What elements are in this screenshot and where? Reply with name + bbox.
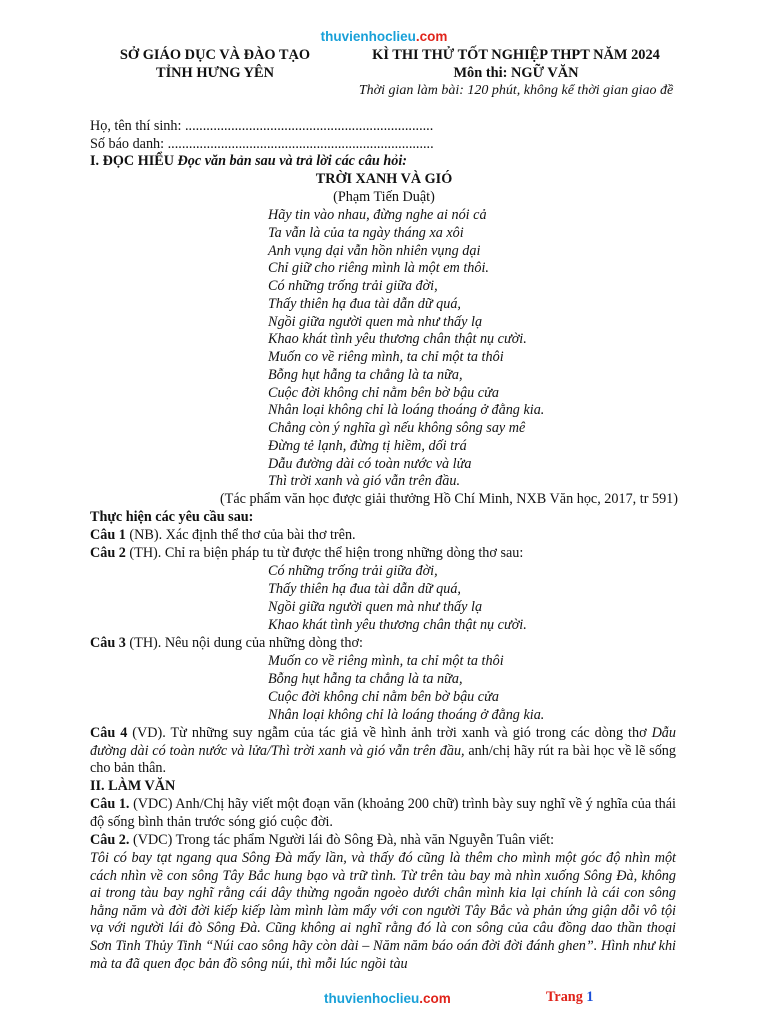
poem-line: Thì trời xanh và gió vẫn trên đầu. — [268, 473, 460, 489]
tasks-heading: Thực hiện các yêu cầu sau: — [90, 509, 254, 525]
brand-domain: .com — [415, 29, 448, 44]
question-1 — [90, 527, 356, 545]
brand-domain: .com — [419, 991, 451, 1006]
question-text: (TH). Chỉ ra biện pháp tu từ được thể hiện trong những dòng thơ sau: — [125, 545, 524, 561]
question-text: (NB). Xác định thể thơ của bài thơ trên. — [125, 527, 356, 543]
essay-question-1 — [90, 796, 676, 831]
poem-line: Ta vẫn là của ta ngày tháng xa xôi — [268, 225, 464, 241]
exam-subject: Môn thi: NGỮ VĂN — [453, 65, 579, 81]
page-number — [546, 989, 593, 1007]
section-1-heading — [90, 153, 407, 171]
department-name: SỞ GIÁO DỤC VÀ ĐÀO TẠO — [119, 47, 311, 63]
poem-line: Chẳng còn ý nghĩa gì nếu không sông say mê — [268, 420, 526, 436]
site-brand-footer — [324, 990, 451, 1008]
quoted-line: Thấy thiên hạ đua tài dẫn dữ quá, — [268, 581, 461, 597]
poem-line: Khao khát tình yêu thương chân thật nụ cười. — [268, 331, 527, 347]
poem-source: (Tác phẩm văn học được giải thưởng Hồ Chí Minh, NXB Văn học, 2017, tr 591) — [219, 491, 678, 507]
question-text: anh/chị hãy rút ra bài học về lẽ sống cho bản thân. — [90, 742, 676, 777]
poem-author: (Phạm Tiến Duật) — [333, 189, 435, 205]
section-1-label: I. ĐỌC HIỂU — [90, 153, 174, 169]
brand-name: thuvienhoclieu — [320, 29, 416, 44]
question-label: Câu 2 — [90, 545, 126, 561]
poem-line: Chỉ giữ cho riêng mình là một em thôi. — [268, 260, 489, 276]
quoted-line: Ngồi giữa người quen mà như thấy lạ — [268, 599, 483, 615]
page-number-label: Trang 1 — [546, 989, 594, 1005]
quoted-line: Muốn co về riêng mình, ta chỉ một ta thôi — [268, 653, 504, 669]
exam-duration: Thời gian làm bài: 120 phút, không kể thời gian giao đề — [358, 83, 674, 98]
brand-name: thuvienhoclieu — [324, 991, 420, 1006]
essay-quote: Tôi có bay tạt ngang qua Sông Đà mấy lần, và thấy đó cũng là thêm cho mình một góc độ nhìn một cách nhìn về con sông Tây Bắc hung bạo và trữ tình. Từ trên tàu bay mà nhìn xuống Sông Đà, không ai trong tàu bay nghĩ rằng cái dây thừng ngoằn ngoèo dưới chân mình kia lại chính là cái con sông hằng năm và đời đời kiếp kiếp làm mình làm mẩy với con người Tây Bắc và phản ứng giận dỗi vô tội vạ với người lái đò Sông Đà. Cũng không ai nghĩ rằng đó là con sông của câu đồng dao thần thoại Sơn Tinh Thủy Tinh “Núi cao sông hãy còn dài – Năm năm báo oán đời đời đánh ghen”. Hình như khi mà ta đã quen đọc bản đồ sông núi, thì mỗi lúc ngồi tàu — [90, 850, 676, 972]
poem-line: Anh vụng dại vẫn hồn nhiên vụng dại — [268, 243, 481, 259]
poem-line: Cuộc đời không chỉ nằm bên bờ bậu cửa — [268, 385, 499, 401]
poem-line: Đừng tẻ lạnh, đừng tị hiềm, dối trá — [268, 438, 467, 454]
poem-line: Muốn co về riêng mình, ta chỉ một ta thôi — [268, 349, 504, 365]
poem-line: Thấy thiên hạ đua tài dẫn dữ quá, — [268, 296, 461, 312]
quoted-line: Cuộc đời không chỉ nằm bên bờ bậu cửa — [268, 689, 499, 705]
question-label: Câu 3 — [90, 635, 126, 651]
question-text: (VDC) Anh/Chị hãy viết một đoạn văn (khoảng 200 chữ) trình bày suy nghĩ về ý nghĩa của thái độ sống bình thản trước sóng gió cuộc đời. — [90, 796, 676, 830]
poem-line: Dẫu đường dài có toàn nước và lửa — [268, 456, 472, 472]
header-left — [90, 46, 340, 82]
site-brand-top — [0, 28, 768, 46]
question-quote: Dẫu đường dài có toàn nước và lửa/Thì trời xanh và gió vẫn trên đầu, — [90, 725, 676, 759]
poem-title: TRỜI XANH VÀ GIÓ — [315, 171, 453, 187]
quoted-line: Nhân loại không chỉ là loáng thoáng ở đằng kia. — [268, 707, 545, 723]
quoted-line: Khao khát tình yêu thương chân thật nụ cười. — [268, 617, 527, 633]
quoted-line: Bỗng hụt hẫng ta chẳng là ta nữa, — [268, 671, 463, 687]
question-3 — [90, 635, 363, 653]
question-label: Câu 1 — [90, 527, 126, 543]
essay-question-2 — [90, 832, 554, 850]
question-2 — [90, 545, 523, 563]
poem-line: Ngồi giữa người quen mà như thấy lạ — [268, 314, 483, 330]
quoted-line: Có những trống trải giữa đời, — [268, 563, 438, 579]
poem-line: Hãy tin vào nhau, đừng nghe ai nói cả — [268, 207, 487, 223]
header-right — [346, 46, 686, 100]
question-label: Câu 4 — [90, 725, 128, 741]
question-label: Câu 2. — [90, 832, 130, 848]
section-1-instruction: Đọc văn bản sau và trả lời các câu hỏi: — [177, 153, 408, 169]
question-label: Câu 1. — [90, 796, 130, 812]
question-text: (VD). Từ những suy ngẫm của tác giả về hình ảnh trời xanh và gió trong các dòng thơ — [127, 725, 652, 741]
poem-line: Có những trống trải giữa đời, — [268, 278, 438, 294]
poem-line: Bỗng hụt hẫng ta chẳng là ta nữa, — [268, 367, 463, 383]
province-name: TỈNH HƯNG YÊN — [155, 65, 275, 81]
section-2-heading: II. LÀM VĂN — [90, 778, 176, 794]
student-id-field: Số báo danh: ........................................................................... — [90, 136, 434, 152]
question-4 — [90, 725, 676, 778]
student-name-field: Họ, tên thí sinh: ...................................................................... — [90, 118, 434, 134]
exam-title: KÌ THI THỬ TỐT NGHIỆP THPT NĂM 2024 — [372, 47, 660, 63]
poem-line: Nhân loại không chỉ là loáng thoáng ở đằng kia. — [268, 402, 545, 418]
question-text: (VDC) Trong tác phẩm Người lái đò Sông Đà, nhà văn Nguyễn Tuân viết: — [129, 832, 555, 848]
question-text: (TH). Nêu nội dung của những dòng thơ: — [125, 635, 363, 651]
